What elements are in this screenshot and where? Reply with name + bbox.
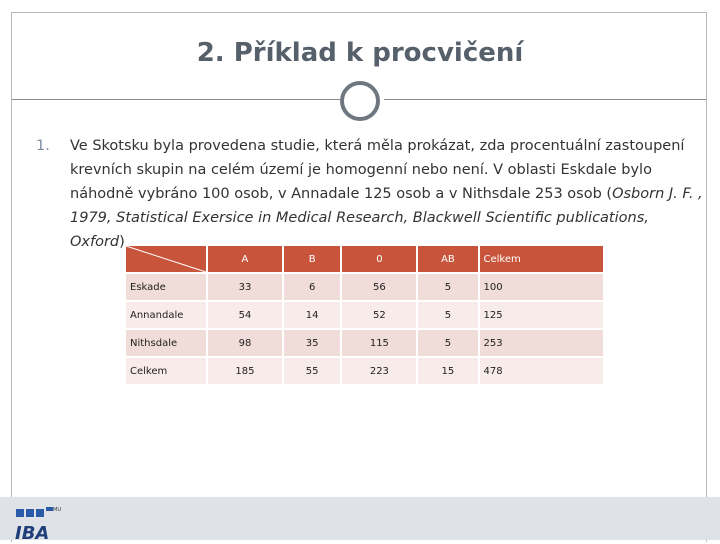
table-cell: 6: [284, 274, 341, 300]
table-cell: 100: [480, 274, 603, 300]
table-header-row: [126, 246, 603, 272]
table-cell: 5: [418, 274, 477, 300]
task-citation: Osborn J. F. , 1979, Statistical Exersice in Medical Research, Blackwell Scientific publications, Oxford: [70, 186, 703, 250]
row-label: Celkem: [126, 358, 206, 384]
table-cell: 52: [342, 302, 416, 328]
table-cell: 478: [480, 358, 603, 384]
iba-logo: [12, 503, 61, 544]
header-ab: AB: [418, 246, 477, 272]
task-text-end: ): [119, 234, 125, 250]
table-cell: 56: [342, 274, 416, 300]
table-cell: 35: [284, 330, 341, 356]
list-number: 1.: [36, 138, 50, 154]
table-cell: 125: [480, 302, 603, 328]
header-b: B: [284, 246, 341, 272]
table-row: [126, 330, 603, 356]
blood-group-table: [124, 244, 605, 386]
row-label: Annandale: [126, 302, 206, 328]
table-cell: 185: [208, 358, 282, 384]
circle-ornament-icon: [340, 81, 380, 121]
table-cell: 5: [418, 302, 477, 328]
header-a: A: [208, 246, 282, 272]
table-row: [126, 302, 603, 328]
table-cell: 115: [342, 330, 416, 356]
table-cell: 5: [418, 330, 477, 356]
table-cell: 223: [342, 358, 416, 384]
row-label: Eskade: [126, 274, 206, 300]
svg-text:IBA: IBA: [15, 523, 50, 544]
header-celkem: Celkem: [480, 246, 603, 272]
slide-title: 2. Příklad k procvičení: [196, 38, 524, 68]
header-0: 0: [342, 246, 416, 272]
iba-logo-icon: [12, 503, 61, 544]
table-cell: 253: [480, 330, 603, 356]
title-rule-right: [384, 99, 706, 100]
footer-bar: [0, 497, 720, 540]
table-cell: 14: [284, 302, 341, 328]
task-text: [70, 134, 706, 254]
table-row: [126, 274, 603, 300]
table-corner-cell: [126, 246, 206, 272]
table-cell: 33: [208, 274, 282, 300]
task-text-main: Ve Skotsku byla provedena studie, která měla prokázat, zda procentuální zastoupení krevních skupin na celém území je homogenní nebo není. V oblasti Eskdale bylo náhodně vybráno 100 osob, v Annadale 125 osob a v Nithsdale 253 osob (: [70, 138, 685, 202]
table-cell: 55: [284, 358, 341, 384]
table-row: [126, 358, 603, 384]
table-cell: 98: [208, 330, 282, 356]
diagonal-line-icon: [126, 246, 206, 272]
svg-text:MU: MU: [53, 507, 61, 513]
row-label: Nithsdale: [126, 330, 206, 356]
table-cell: 15: [418, 358, 477, 384]
title-rule-left: [12, 99, 340, 100]
table-cell: 54: [208, 302, 282, 328]
